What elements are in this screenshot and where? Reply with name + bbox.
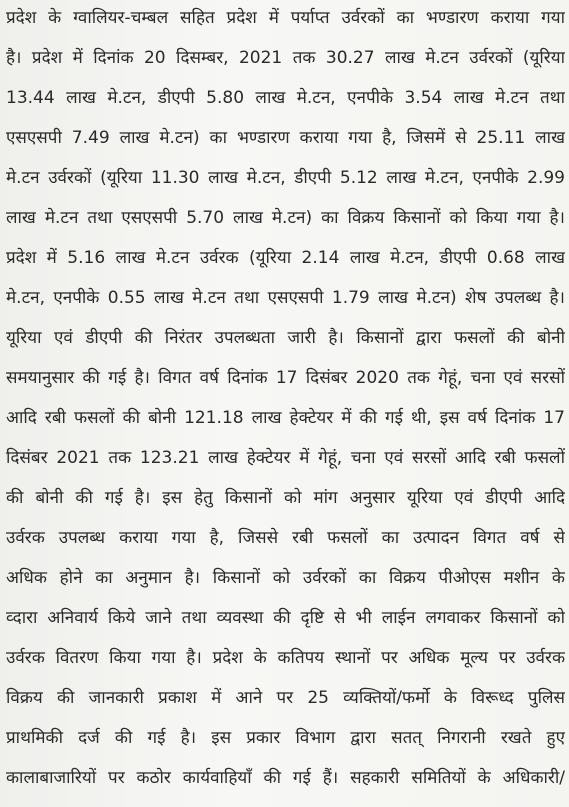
text-line-15: अधिक होने का अनुमान है। किसानों को उर्वरकों का विक्रय पीओएस मशीन के (6, 568, 565, 588)
text-line-5: मे.टन उर्वरकों (यूरिया 11.30 लाख मे.टन, डीएपी 5.12 लाख मे.टन, एनपीके 2.99 (6, 168, 565, 188)
text-line-10: समयानुसार की गई है। विगत वर्ष दिनांक 17 दिसंबर 2020 तक गेहूं, चना एवं सरसों (6, 368, 565, 388)
text-line-14: उर्वरक उपलब्ध कराया गया है, जिससे रबी फसलों का उत्पादन विगत वर्ष से (6, 528, 565, 548)
text-line-12: दिसंबर 2021 तक 123.21 लाख हेक्टेयर में गेहूं, चना एवं सरसों आदि रबी फसलों (6, 448, 565, 468)
text-line-17: उर्वरक वितरण किया गया है। प्रदेश के कतिपय स्थानों पर अधिक मूल्य पर उर्वरक (6, 648, 565, 668)
text-line-6: लाख मे.टन तथा एसएसपी 5.70 लाख मे.टन) का विक्रय किसानों को किया गया है। (6, 208, 565, 228)
text-line-16: व्दारा अनिवार्य किये जाने तथा व्यवस्था की दृष्टि से भी लाईन लगवाकर किसानों को (6, 608, 565, 628)
text-line-3: 13.44 लाख मे.टन, डीएपी 5.80 लाख मे.टन, एनपीके 3.54 लाख मे.टन तथा (6, 88, 565, 108)
text-line-18: विक्रय की जानकारी प्रकाश में आने पर 25 व्यक्तियों/फर्मो के विरूध्द पुलिस (6, 688, 565, 708)
text-line-4: एसएसपी 7.49 लाख मे.टन) का भण्डारण कराया गया है, जिसमें से 25.11 लाख (6, 128, 565, 148)
text-line-1: प्रदेश के ग्वालियर-चम्बल सहित प्रदेश में पर्याप्त उर्वरकों का भण्डारण कराया गया (6, 8, 565, 28)
text-line-2: है। प्रदेश में दिनांक 20 दिसम्बर, 2021 तक 30.27 लाख मे.टन उर्वरकों (यूरिया (6, 48, 565, 68)
text-line-9: यूरिया एवं डीएपी की निरंतर उपलब्धता जारी है। किसानों द्वारा फसलों की बोनी (6, 328, 565, 348)
text-line-19: प्राथमिकी दर्ज की गई है। इस प्रकार विभाग द्वारा सतत् निगरानी रखते हुए (6, 728, 565, 748)
text-line-13: की बोनी की गई है। इस हेतु किसानों को मांग अनुसार यूरिया एवं डीएपी आदि (6, 488, 565, 508)
text-line-7: प्रदेश में 5.16 लाख मे.टन उर्वरक (यूरिया 2.14 लाख मे.टन, डीएपी 0.68 लाख (6, 248, 565, 268)
text-line-8: मे.टन, एनपीके 0.55 लाख मे.टन तथा एसएसपी 1.79 लाख मे.टन) शेष उपलब्ध है। (6, 288, 565, 308)
text-line-20: कालाबाजारियों पर कठोर कार्यवाहियाँ की गई हैं। सहकारी समितियों के अधिकारी/ (6, 768, 565, 788)
text-line-11: आदि रबी फसलों की बोनी 121.18 लाख हेक्टेयर में की गई थी, इस वर्ष दिनांक 17 (6, 408, 565, 428)
